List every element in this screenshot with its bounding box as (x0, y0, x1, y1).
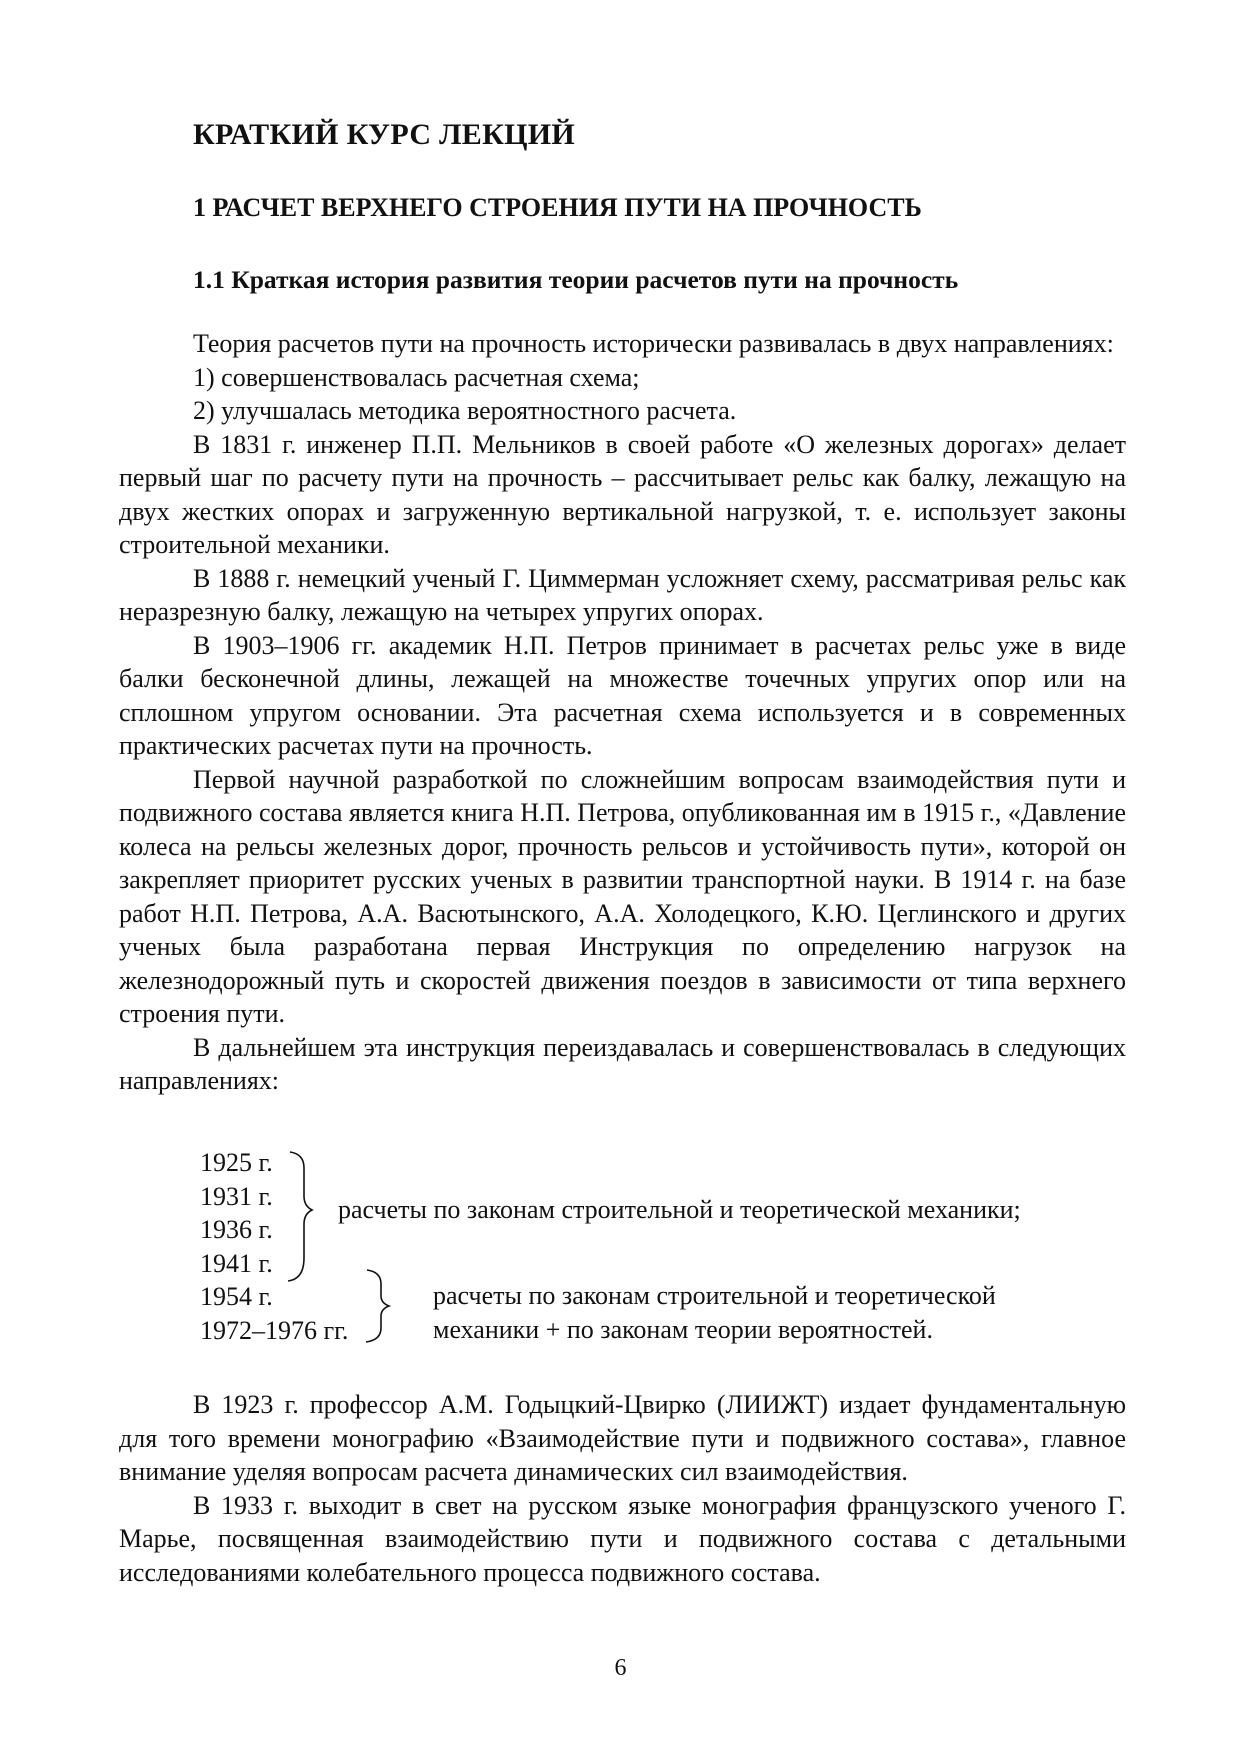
main-heading: КРАТКИЙ КУРС ЛЕКЦИЙ (193, 118, 576, 151)
group-2-line: расчеты по законам строительной и теоретической (433, 1281, 996, 1310)
group-1-description: расчеты по законам строительной и теоретической механики; (338, 1195, 1021, 1224)
paragraph: В 1831 г. инженер П.П. Мельников в своей работе «О железных дорогах» делает первый шаг по расчету пути на прочность – рассчитывает рельс как балку, лежащую на двух жестких опорах и загруженную вертикальной нагрузкой, т. е. использует законы строительной механики. (119, 429, 1126, 559)
year-item: 1972–1976 гг. (200, 1315, 349, 1345)
year-item: 1931 г. (200, 1181, 273, 1211)
list-item: 1) совершенствовалась расчетная схема; (193, 362, 640, 392)
year-item: 1936 г. (200, 1215, 273, 1244)
edition-years-list (200, 1146, 348, 1347)
year-item: 1954 г. (200, 1282, 273, 1311)
subsection-title: 1.1 Краткая история развития теории расчетов пути на прочность (193, 265, 959, 294)
paragraph: В 1888 г. немецкий ученый Г. Циммерман усложняет схему, рассматривая рельс как неразрезную балку, лежащую на четырех упругих опорах. (119, 563, 1126, 626)
group-2-line: механики + по законам теории вероятностей. (433, 1314, 933, 1344)
paragraph: В 1903–1906 гг. академик Н.П. Петров принимает в расчетах рельс уже в виде балки бесконечной длины, лежащей на множестве точечных упругих опор или на сплошном упругом основании. Эта расчетная схема используется и в современных практических расчетах пути на прочность. (119, 630, 1126, 760)
paragraph: Первой научной разработкой по сложнейшим вопросам взаимодействия пути и подвижного состава является книга Н.П. Петрова, опубликованная им в 1915 г., «Давление колеса на рельсы железных дорог, прочность рельсов и устойчивость пути», которой он закрепляет приоритет русских ученых в развитии транспортной науки. В 1914 г. на базе работ Н.П. Петрова, А.А. Васютынского, А.А. Холодецкого, К.Ю. Цеглинского и других ученых была разработана первая Инструкция по определению нагрузок на железнодорожный путь и скоростей движения поездов в зависимости от типа верхнего строения пути. (119, 764, 1126, 1028)
paragraph: В 1923 г. профессор А.М. Годыцкий-Цвирко (ЛИИЖТ) издает фундаментальную для того времени монографию «Взаимодействие пути и подвижного состава», главное внимание уделяя вопросам расчета динамических сил взаимодействия. (119, 1390, 1126, 1486)
year-item: 1941 г. (200, 1248, 273, 1278)
paragraph: Теория расчетов пути на прочность исторически развивалась в двух направлениях: (193, 329, 1114, 358)
body-text (119, 327, 1126, 1098)
paragraph: В дальнейшем эта инструкция переиздавалась и совершенствовалась в следующих направлениях: (119, 1032, 1126, 1095)
group-2-description (433, 1279, 996, 1346)
page-number: 6 (614, 1655, 627, 1681)
body-text-continued (119, 1388, 1126, 1589)
paragraph: В 1933 г. выходит в свет на русском языке монография французского ученого Г. Марье, посвященная взаимодействию пути и подвижного состава с детальными исследованиями колебательного процесса подвижного состава. (119, 1490, 1126, 1587)
brace-group-2 (366, 1270, 389, 1342)
year-item: 1925 г. (200, 1148, 273, 1177)
section-title: 1 РАСЧЕТ ВЕРХНЕГО СТРОЕНИЯ ПУТИ НА ПРОЧНОСТЬ (193, 193, 922, 222)
list-item: 2) улучшалась методика вероятностного расчета. (193, 396, 737, 425)
